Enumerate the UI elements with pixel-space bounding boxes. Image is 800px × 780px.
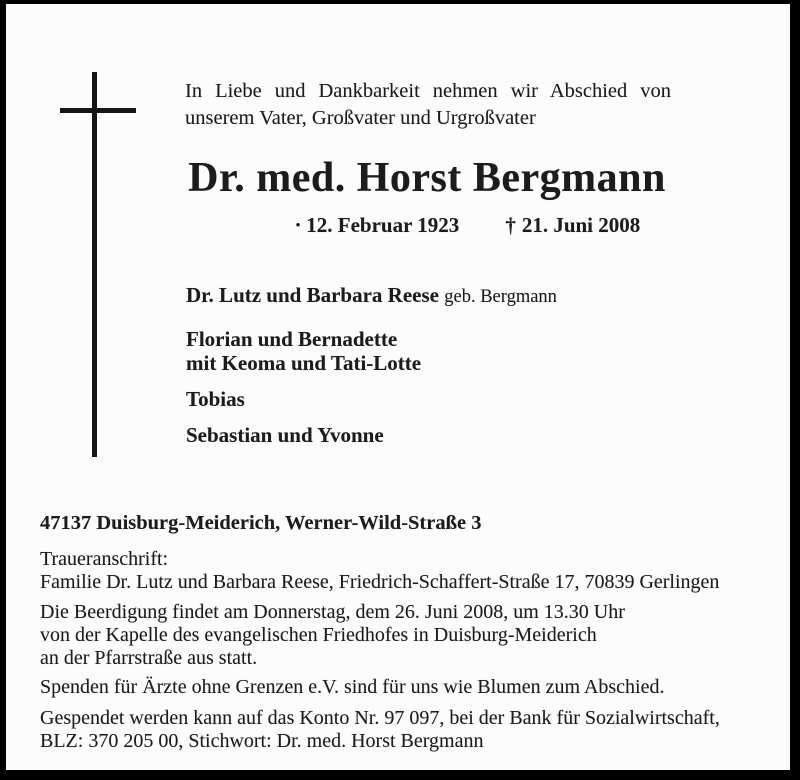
notice-footer (40, 512, 780, 753)
mourning-address (40, 548, 780, 594)
deceased-name: Dr. med. Horst Bergmann (188, 155, 666, 201)
maiden-name: geb. Bergmann (444, 287, 557, 307)
intro-text (185, 78, 671, 132)
funeral-details (40, 601, 780, 670)
mourner-line (186, 283, 686, 309)
intro-line-1: In Liebe und Dankbarkeit nehmen wir Abschied von (185, 80, 671, 102)
funeral-line-3: an der Pfarrstraße aus statt. (40, 647, 258, 669)
funeral-line-1: Die Beerdigung findet am Donnerstag, dem 26. Juni 2008, um 13.30 Uhr (40, 601, 625, 623)
funeral-line-2: von der Kapelle des evangelischen Friedhofes in Duisburg-Meiderich (40, 624, 597, 646)
mourner-line: mit Keoma und Tati-Lotte (186, 351, 422, 375)
obituary-card (6, 4, 790, 770)
donation-account-line-2: BLZ: 370 205 00, Stichwort: Dr. med. Horst Bergmann (40, 730, 484, 752)
mourner-line: Sebastian und Yvonne (186, 423, 384, 447)
mourning-address-label: Traueranschrift: (40, 548, 169, 570)
mourners-list (186, 283, 686, 447)
cross-horizontal-bar (60, 108, 136, 113)
intro-line-2: unserem Vater, Großvater und Urgroßvater (185, 107, 536, 129)
donation-note: Spenden für Ärzte ohne Grenzen e.V. sind für uns wie Blumen zum Abschied. (40, 676, 665, 698)
donation-account-line-1: Gespendet werden kann auf das Konto Nr. 97 097, bei der Bank für Sozialwirtschaft, (40, 707, 720, 729)
mourner-names: Dr. Lutz und Barbara Reese (186, 283, 439, 307)
cross-vertical-bar (92, 72, 97, 457)
mourner-line: Tobias (186, 387, 245, 411)
birth-date-entry (296, 213, 460, 237)
death-date-entry (505, 213, 640, 237)
donation-account (40, 707, 780, 753)
birth-date: 12. Februar 1923 (306, 213, 460, 237)
mourner-line: Florian und Bernadette (186, 327, 398, 351)
mourning-address-line: Familie Dr. Lutz und Barbara Reese, Friedrich-Schaffert-Straße 17, 70839 Gerlingen (40, 571, 720, 593)
died-cross-symbol: † (505, 213, 516, 237)
life-dates (226, 213, 710, 237)
home-address: 47137 Duisburg-Meiderich, Werner-Wild-Straße 3 (40, 512, 482, 534)
born-symbol: • (295, 217, 301, 233)
death-date: 21. Juni 2008 (521, 213, 641, 237)
